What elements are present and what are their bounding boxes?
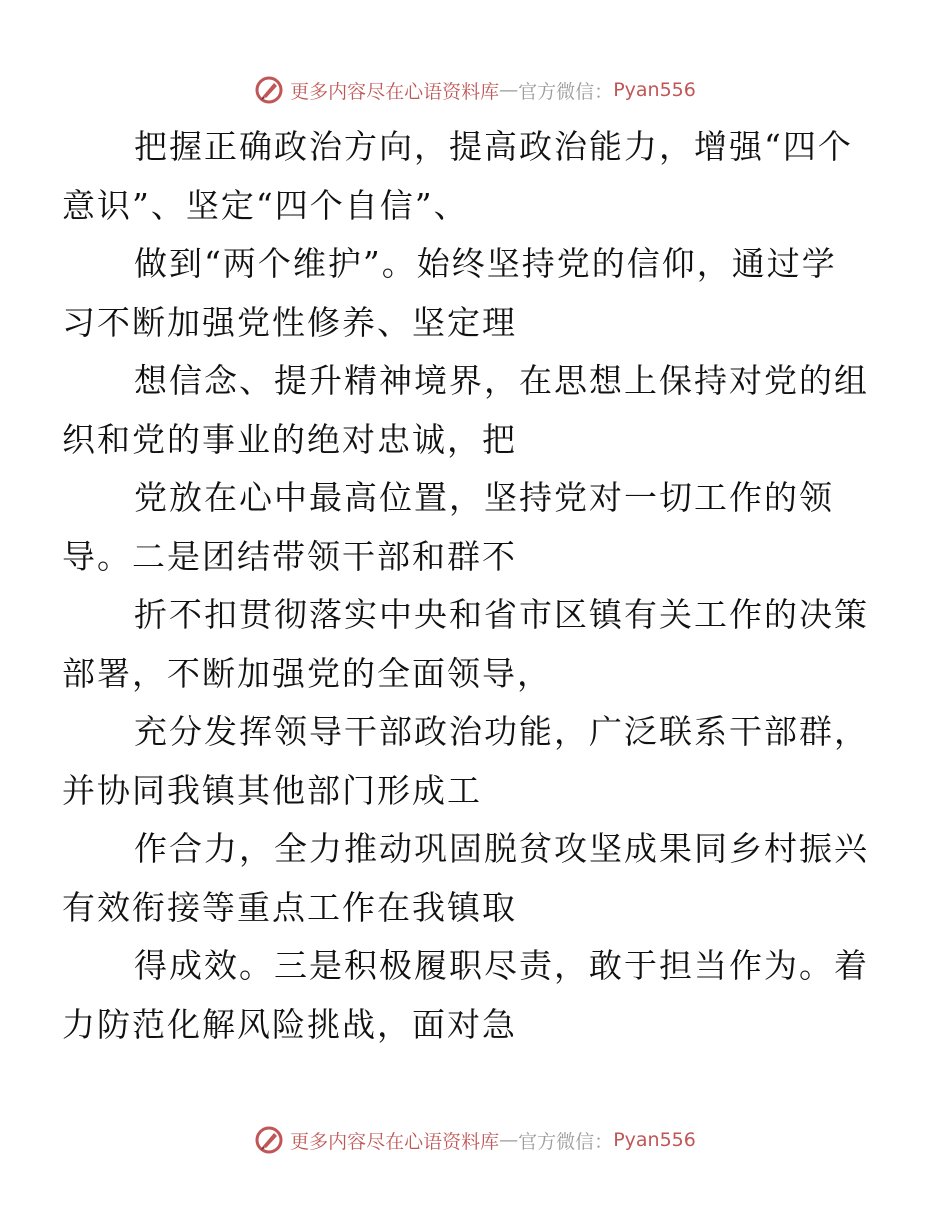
text-line: 把握正确政治方向，提高政治能力，增强“四个	[134, 127, 853, 166]
header-watermark	[0, 70, 950, 110]
watermark-wechat-id: Pyan556	[613, 1129, 696, 1151]
watermark-dash: —	[499, 1129, 519, 1151]
footer-watermark	[0, 1120, 950, 1160]
paragraph-5	[62, 586, 869, 703]
paragraph-4	[62, 469, 858, 586]
watermark-official: 官方微信：	[518, 80, 614, 103]
paragraph-1	[62, 118, 858, 235]
text-line: 力防范化解风险挑战，面对急	[62, 1004, 517, 1044]
text-line: 做到“两个维护”。始终坚持党的信仰，通过学	[134, 244, 837, 283]
text-line: 织和党的事业的绝对忠诚，把	[62, 419, 517, 459]
text-line: 党放在心中最高位置，坚持党对一切工作的领	[134, 478, 834, 517]
text-line: 部署，不断加强党的全面领导，	[62, 653, 552, 693]
text-line: 得成效。三是积极履职尽责，敢于担当作为。着	[134, 946, 869, 985]
text-line: 习不断加强党性修养、坚定理	[62, 302, 517, 342]
text-line: 折不扣贯彻落实中央和省市区镇有关工作的决策	[134, 595, 869, 634]
quill-logo-icon	[254, 1125, 284, 1155]
paragraph-8	[62, 937, 869, 1054]
text-line: 导。二是团结带领干部和群不	[62, 536, 517, 576]
text-line: 并协同我镇其他部门形成工	[62, 770, 482, 810]
watermark-official: 官方微信：	[518, 1130, 614, 1153]
text-line: 想信念、提升精神境界，在思想上保持对党的组	[134, 361, 869, 400]
text-line: 有效衔接等重点工作在我镇取	[62, 887, 517, 927]
paragraph-6	[62, 703, 869, 820]
paragraph-7	[62, 820, 869, 937]
text-line: 充分发挥领导干部政治功能，广泛联系干部群，	[134, 712, 869, 751]
text-line: 意识”、坚定“四个自信”、	[62, 185, 469, 225]
watermark-dash: —	[499, 79, 519, 101]
watermark-brand: 更多内容尽在心语资料库	[290, 1130, 500, 1153]
document-body	[62, 118, 869, 1054]
text-line: 作合力，全力推动巩固脱贫攻坚成果同乡村振兴	[134, 829, 869, 868]
paragraph-3	[62, 352, 869, 469]
watermark-wechat-id: Pyan556	[613, 79, 696, 101]
paragraph-2	[62, 235, 858, 352]
watermark-brand: 更多内容尽在心语资料库	[290, 80, 500, 103]
quill-logo-icon	[254, 75, 284, 105]
